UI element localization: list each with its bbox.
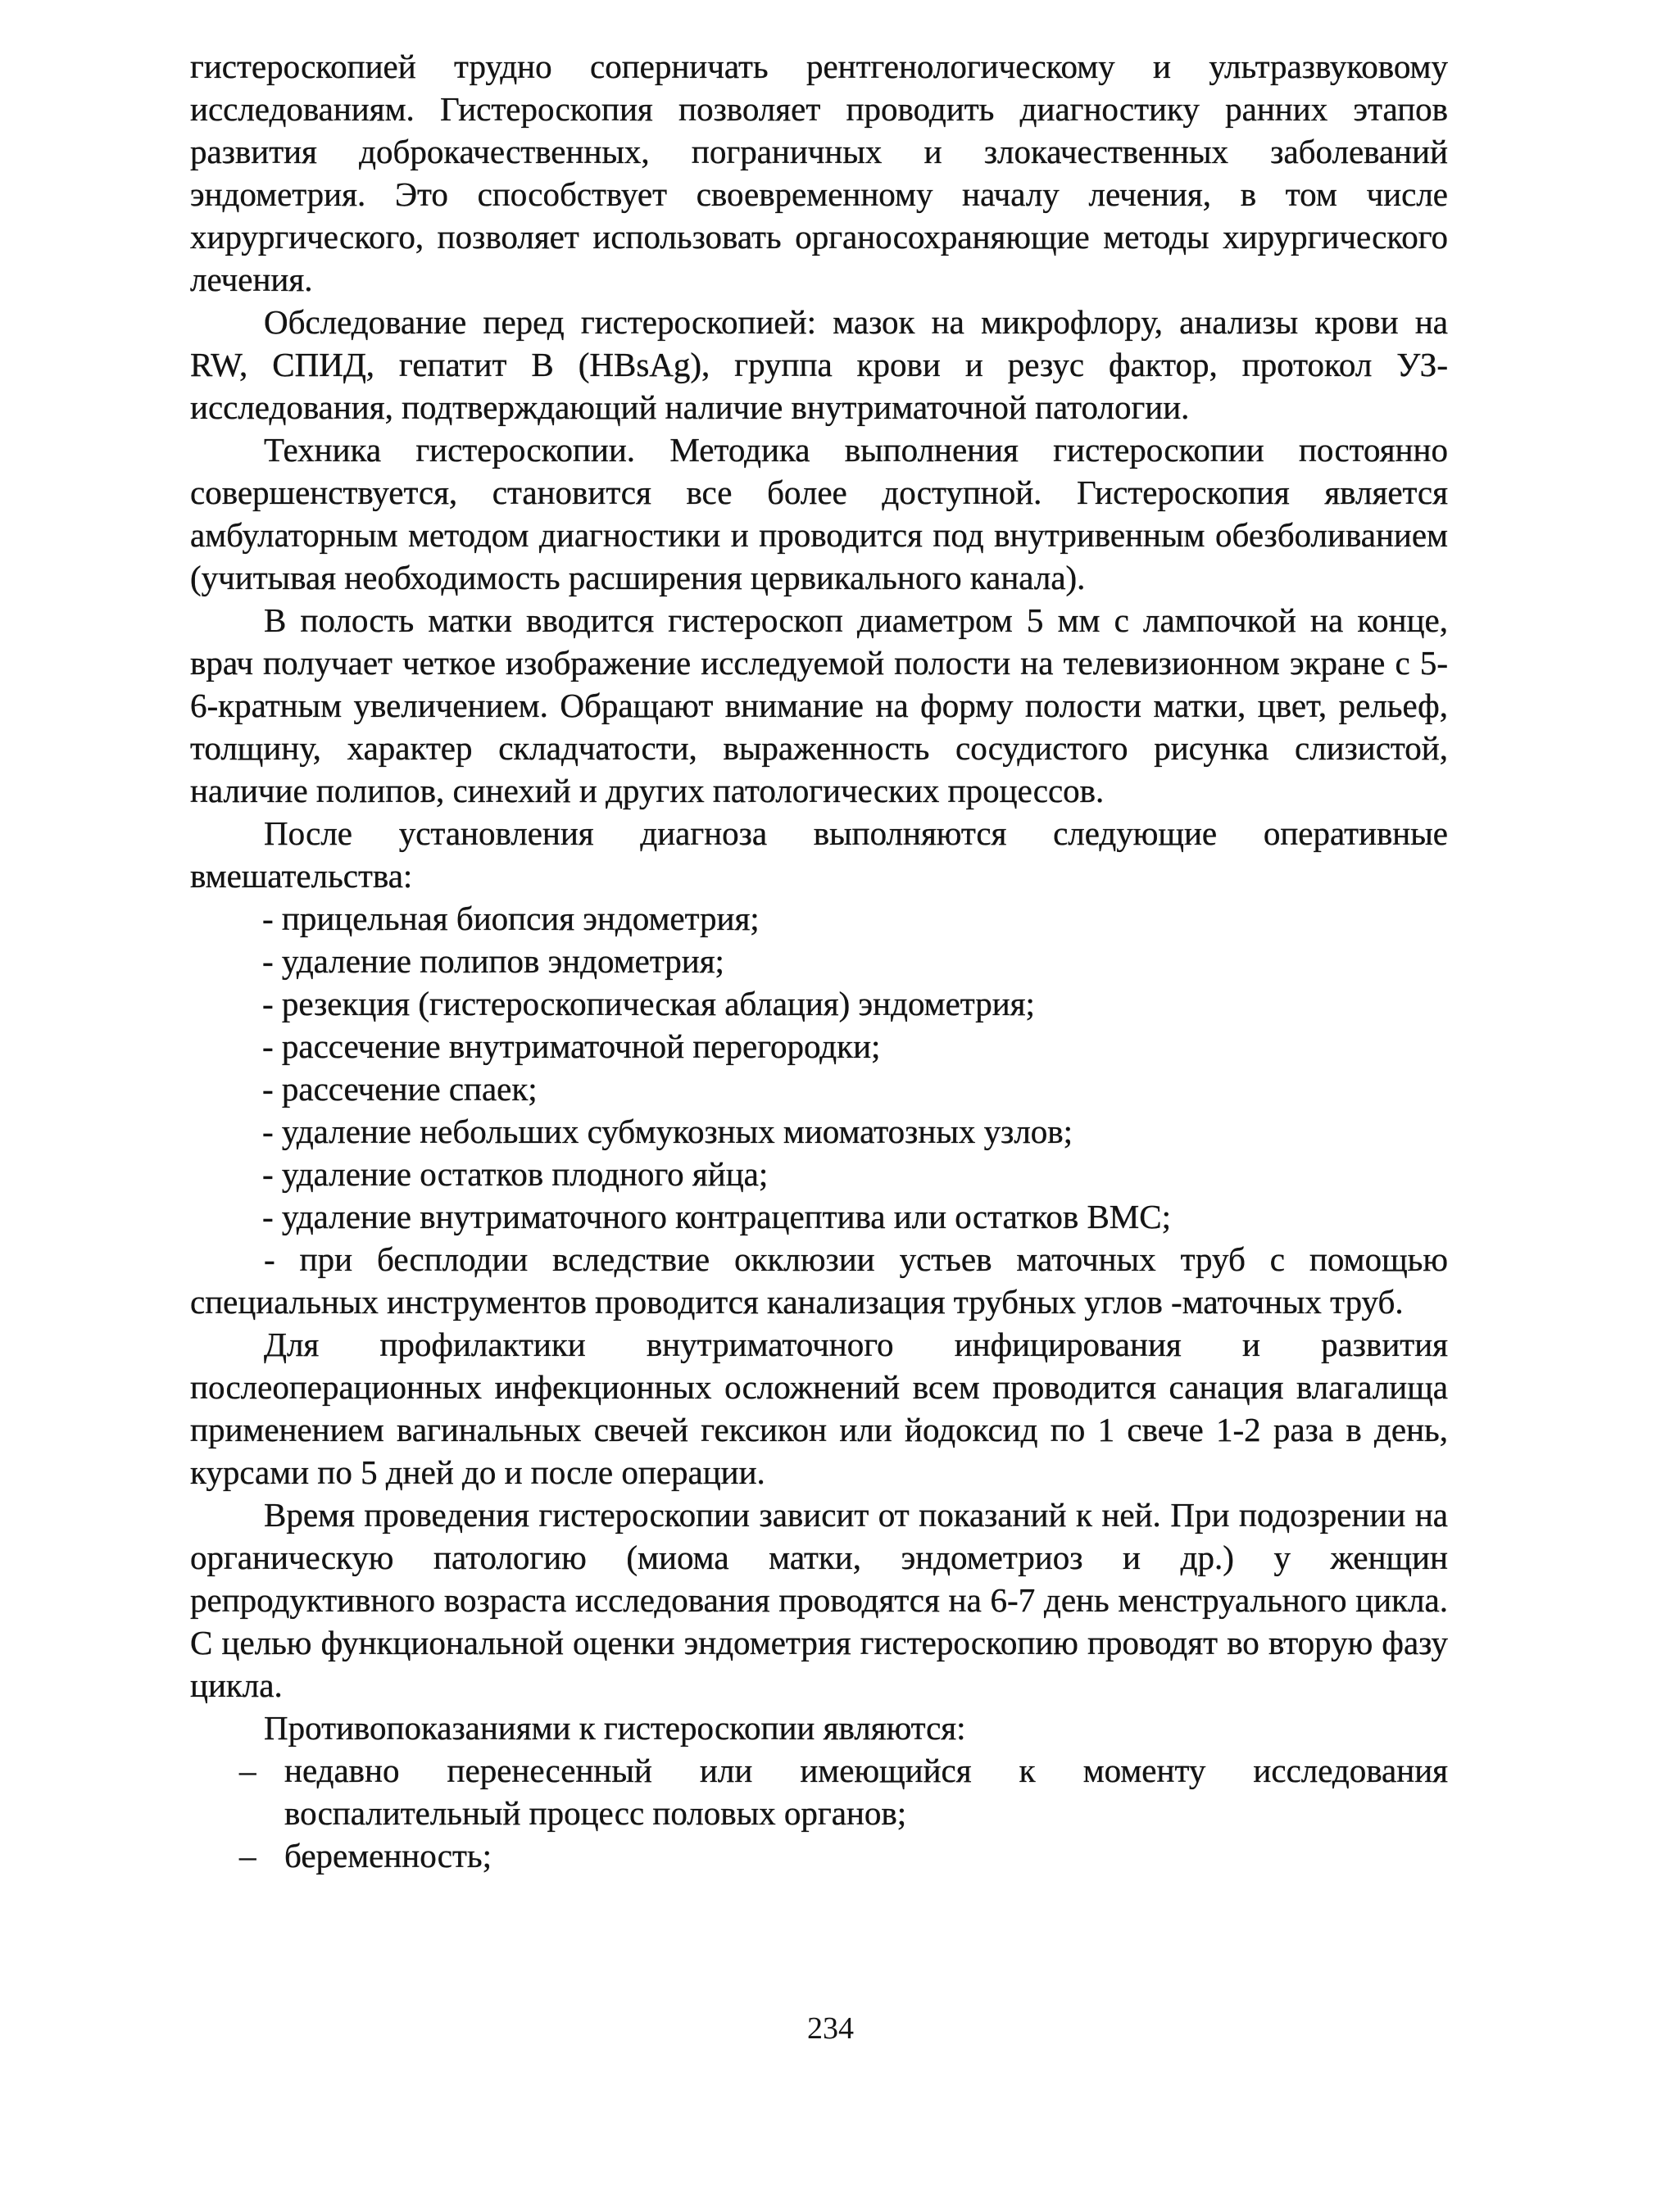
list-item-wrapped: - при бесплодии вследствие окклюзии устьев маточных труб с помощью специальных инструментов проводится канализация трубных углов -маточных труб. [190,1240,1448,1321]
list-item-text: беременность; [284,1837,492,1874]
dash-marker: – [239,1752,256,1789]
bottom-text-block [190,1323,1448,1749]
page-body [190,45,1448,1877]
paragraph: гистероскопией трудно соперничать рентгенологическому и ультразвуковому исследованиям. Гистероскопия позволяет проводить диагностику ранних этапов развития доброкачественных, пограничных и злокачественных заболеваний эндометрия. Это способствует своевременному началу лечения, в том числе хирургического, позволяет использовать органосохраняющие методы хирургического лечения. [190,48,1448,298]
paragraph: Для профилактики внутриматочного инфицирования и развития послеоперационных инфекционных осложнений всем проводится санация влагалища применением вагинальных свечей гексикон или йодоксид по 1 свече 1-2 раза в день, курсами по 5 дней до и после операции. [190,1326,1448,1491]
list-item: - удаление полипов эндометрия; [262,942,724,980]
paragraph: Техника гистероскопии. Методика выполнения гистероскопии постоянно совершенствуется, становится все более доступной. Гистероскопия является амбулаторным методом диагностики и проводится под внутривенным обезболиванием (учитывая необходимость расширения цервикального канала). [190,431,1448,596]
list-item: - прицельная биопсия эндометрия; [262,900,760,937]
page-number: 234 [807,2011,854,2046]
dash-marker: – [239,1837,256,1874]
list-item: - рассечение внутриматочной перегородки; [262,1027,881,1065]
paragraph: Время проведения гистероскопии зависит от показаний к ней. При подозрении на органическую патологию (миома матки, эндометриоз и др.) у женщин репродуктивного возраста исследования проводятся на 6-7 день менструального цикла. С целью функциональной оценки эндометрия гистероскопию проводят во вторую фазу цикла. [190,1496,1448,1704]
list-item [190,1834,1448,1877]
paragraph: Обследование перед гистероскопией: мазок на микрофлору, анализы крови на RW, СПИД, гепатит В (HBsAg), группа крови и резус фактор, протокол УЗ-исследования, подтверждающий наличие внутриматочной патологии. [190,303,1448,426]
list-item [190,1749,1448,1834]
list-item: - удаление небольших субмукозных миоматозных узлов; [262,1113,1073,1150]
list-item: - резекция (гистероскопическая аблация) эндометрия; [262,985,1035,1022]
list-item: - удаление внутриматочного контрацептива или остатков ВМС; [262,1198,1171,1235]
paragraph: В полость матки вводится гистероскоп диаметром 5 мм с лампочкой на конце, врач получает четкое изображение исследуемой полости на телевизионном экране с 5-6-кратным увеличением. Обращают внимание на форму полости матки, цвет, рельеф, толщину, характер складчатости, выраженность сосудистого рисунка слизистой, наличие полипов, синехий и других патологических процессов. [190,601,1448,809]
list-item: - удаление остатков плодного яйца; [262,1155,769,1193]
paragraph: Противопоказаниями к гистероскопии являются: [264,1709,966,1747]
paragraph: После установления диагноза выполняются следующие оперативные вмешательства: [190,814,1448,895]
list-item-text: недавно перенесенный или имеющийся к моменту исследования воспалительный процесс половых органов; [284,1752,1448,1832]
contraindications-list [190,1749,1448,1877]
top-text-block [190,45,1448,897]
list-item: - рассечение спаек; [262,1070,538,1108]
operations-list [190,897,1448,1238]
